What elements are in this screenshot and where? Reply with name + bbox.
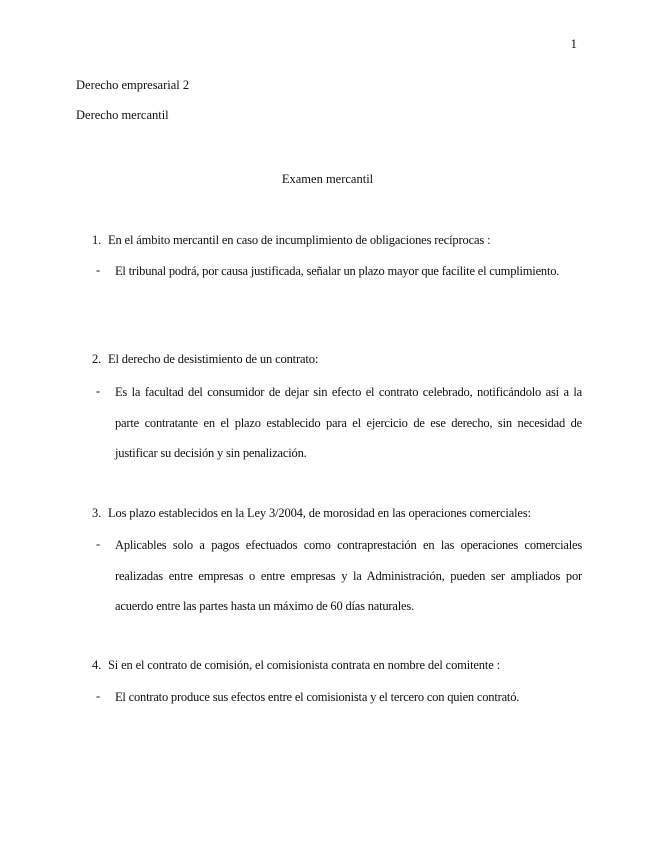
question-text: Los plazo establecidos en la Ley 3/2004, de morosidad en las operaciones comerciales: bbox=[108, 506, 531, 520]
answer-4 bbox=[96, 682, 582, 713]
answer-bullet: - bbox=[96, 689, 101, 703]
question-2 bbox=[92, 352, 582, 367]
question-number: 2. bbox=[92, 352, 102, 366]
answer-3 bbox=[96, 530, 582, 622]
answer-1 bbox=[96, 256, 582, 287]
question-text: Si en el contrato de comisión, el comisionista contrata en nombre del comitente : bbox=[108, 658, 500, 672]
document-title: Examen mercantil bbox=[281, 172, 374, 186]
question-number: 1. bbox=[92, 233, 102, 247]
answer-bullet: - bbox=[96, 384, 101, 398]
question-number: 4. bbox=[92, 658, 102, 672]
question-3 bbox=[92, 506, 582, 521]
answer-text: El contrato produce sus efectos entre el comisionista y el tercero con quien contrató. bbox=[115, 690, 520, 704]
question-text: El derecho de desistimiento de un contrato: bbox=[108, 352, 319, 366]
question-4 bbox=[92, 658, 582, 673]
page-number: 1 bbox=[570, 36, 577, 51]
question-text: En el ámbito mercantil en caso de incumplimiento de obligaciones recíprocas : bbox=[108, 233, 491, 247]
answer-bullet: - bbox=[96, 537, 101, 551]
answer-text: El tribunal podrá, por causa justificada, señalar un plazo mayor que facilite el cumplimiento. bbox=[115, 264, 560, 278]
answer-text: Aplicables solo a pagos efectuados como contraprestación en las operaciones comerciales realizadas entre empresas o entre empresas y la Administración, pueden ser ampliados por acuerdo entre las partes hasta un máximo de 60 días naturales. bbox=[115, 538, 582, 613]
answer-2 bbox=[96, 377, 582, 469]
header-course: Derecho empresarial 2 bbox=[76, 78, 190, 92]
question-number: 3. bbox=[92, 506, 102, 520]
header-subject: Derecho mercantil bbox=[76, 108, 169, 122]
question-1 bbox=[92, 233, 582, 248]
answer-text: Es la facultad del consumidor de dejar sin efecto el contrato celebrado, notificándolo así a la parte contratante en el plazo establecido para el ejercicio de ese derecho, sin necesidad de justificar su decisión y sin penalización. bbox=[115, 385, 582, 460]
answer-bullet: - bbox=[96, 263, 101, 277]
